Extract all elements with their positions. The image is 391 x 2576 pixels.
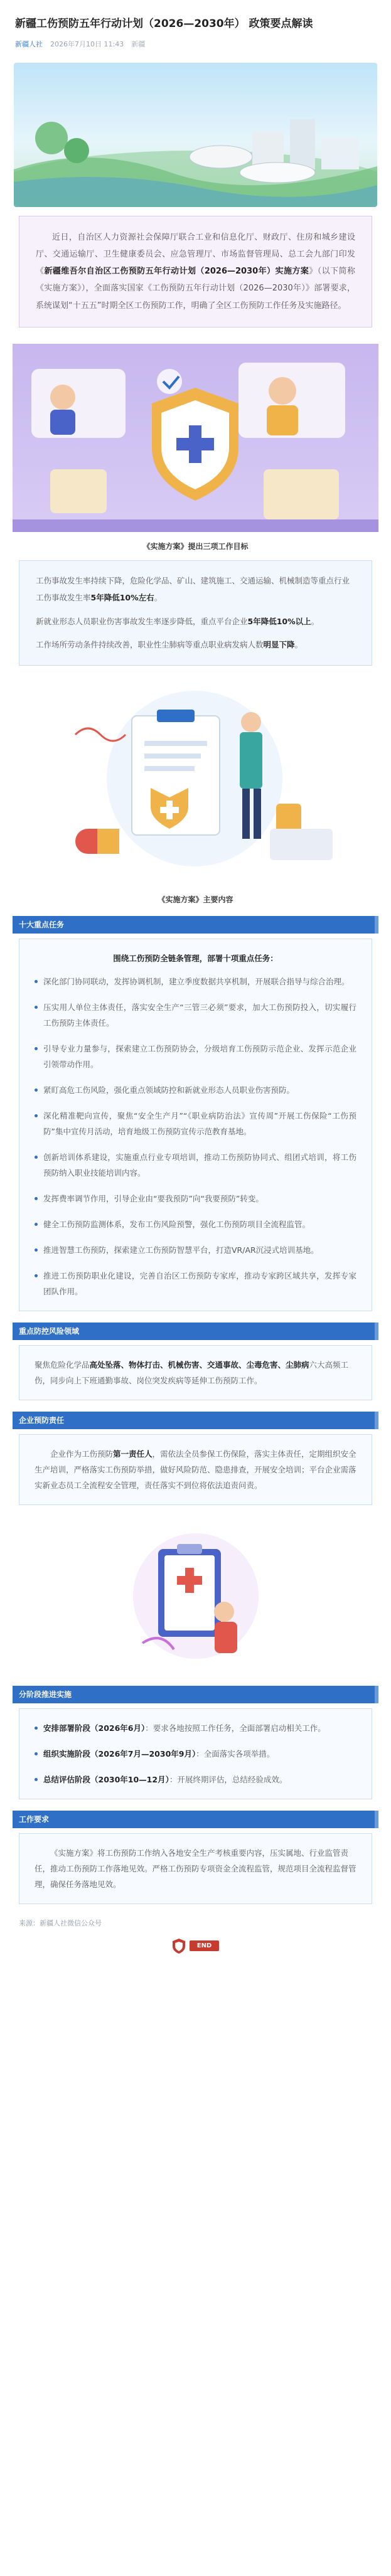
section-header-duty: 企业预防责任 [13, 1412, 378, 1429]
banner-image [14, 63, 377, 207]
plan-name: 新疆维吾尔自治区工伤预防五年行动计划（2026—2030年）实施方案 [44, 267, 309, 277]
section-header-tasks: 十大重点任务 [13, 916, 378, 934]
end-mark [158, 1938, 233, 1954]
clipboard-illustration [124, 1518, 268, 1674]
goal-item: 工伤事故发生率持续下降，危险化学品、矿山、建筑施工、交通运输、机械制造等重点行业工伤事故发生率5年降低10%左右。 [36, 575, 350, 603]
requirements-box [19, 1833, 372, 1904]
task-item: 创新培训体系建设，实施重点行业专项培训，推动工伤预防协同式、组团式培训，将工伤预防纳入职业技能培训内容。 [35, 1149, 356, 1181]
task-item: 健全工伤预防监测体系，发布工伤风险预警，强化工伤预防项目全流程监管。 [35, 1216, 356, 1232]
caption-contents: 《实施方案》主要内容 [158, 895, 233, 904]
task-item: 压实用人单位主体责任，落实安全生产“三管三必须”要求，加大工伤预防投入，切实履行工伤预防主体责任。 [35, 999, 356, 1031]
task-item: 引导专业力量参与，探索建立工伤预防协会，分级培育工伤预防示范企业、发挥示范企业引领带动作用。 [35, 1041, 356, 1072]
goals-box [19, 560, 372, 666]
goal-item: 工作场所劳动条件持续改善，职业性尘肺病等重点职业病发病人数明显下降。 [36, 640, 303, 650]
task-list [35, 974, 356, 1299]
task-item: 紧盯高危工伤风险，强化重点领域防控和新就业形态人员职业伤害预防。 [35, 1082, 356, 1098]
duty-text: 企业作为工伤预防第一责任人，需依法全员参保工伤保险，落实主体责任，定期组织安全生产培训，严格落实工伤预防举措，做好风险防范、隐患排查，开展安全培训；平台企业需落实新业态员工全流程安全管理，责任落实不到位将依法追责问责。 [35, 1449, 356, 1490]
tasks-subtitle: 围绕工伤预防全链条管理，部署十项重点任务： [113, 953, 278, 963]
duty-box [19, 1434, 372, 1505]
risk-text: 聚焦危险化学品高处坠落、物体打击、机械伤害、交通事故、尘毒危害、尘肺病六大高频工伤，同步向上下班通勤事故、岗位突发疾病等延伸工伤预防工作。 [35, 1360, 349, 1385]
risk-box [19, 1345, 372, 1400]
illustration-doctor [38, 678, 353, 885]
publish-location: 新疆 [131, 40, 146, 48]
article-header [0, 0, 391, 58]
city-illustration [14, 63, 377, 207]
article-meta [15, 39, 376, 49]
phase-item: 组织实施阶段（2026年7月—2030年9月）：全面落实各项举措。 [35, 1746, 356, 1762]
tasks-box [19, 939, 372, 1311]
illustration-shield [13, 344, 378, 532]
shield-icon [172, 1938, 186, 1954]
section-header-phases: 分阶段推进实施 [13, 1686, 378, 1703]
medical-illustration [38, 678, 353, 885]
shield-illustration [13, 344, 378, 532]
task-item: 发挥费率调节作用，引导企业由“要我预防”向“我要预防”转变。 [35, 1191, 356, 1206]
task-item: 深化精准靶向宣传，聚焦“安全生产月”“《职业病防治法》宣传周”开展工伤保险“工伤预防”集中宣传月活动，培育地级工伤预防宣传示范教育基地。 [35, 1108, 356, 1139]
end-label: END [190, 1940, 220, 1951]
article-title: 新疆工伤预防五年行动计划（2026—2030年） 政策要点解读 [15, 18, 313, 30]
publish-date: 2026年7月10日 11:43 [50, 40, 124, 48]
section-header-requirements: 工作要求 [13, 1811, 378, 1828]
goal-item: 新就业形态人员职业伤害事故发生率逐步降低，重点平台企业5年降低10%以上。 [36, 616, 319, 626]
phases-box [19, 1708, 372, 1799]
phase-item: 安排部署阶段（2026年6月）：要求各地按照工作任务，全面部署启动相关工作。 [35, 1720, 356, 1736]
task-item: 推进智慧工伤预防，探索建立工伤预防智慧平台，打造VR/AR沉浸式培训基地。 [35, 1242, 356, 1258]
illustration-clipboard [124, 1518, 268, 1674]
phase-item: 总结评估阶段（2030年10—12月）：开展终期评估，总结经验成效。 [35, 1772, 356, 1787]
account-name-link[interactable]: 新疆人社 [15, 40, 43, 48]
task-item: 推进工伤预防职业化建设，完善自治区工伤预防专家库，推动专家跨区域共享，发挥专家团队作用。 [35, 1268, 356, 1299]
task-item: 深化部门协同联动，发挥协调机制，建立季度数据共享机制，开展联合指导与综合治理。 [35, 974, 356, 989]
section-header-risk: 重点防控风险领域 [13, 1323, 378, 1340]
caption-goals: 《实施方案》提出三项工作目标 [142, 541, 249, 551]
intro-box [19, 216, 372, 327]
intro-paragraph: 近日，自治区人力资源社会保障厅联合工业和信息化厅、财政厅、住房和城乡建设厅、交通运输厅、卫生健康委员会、应急管理厅、市场监督管理局、总工会九部门印发《新疆维吾尔自治区工伤预防五年行动计划（2026—2030年）实施方案》（以下简称《实施方案》），全面落实国家《工伤预防五年行动计划（2026—2030年）》部署要求，系统谋划“十五五”时期全区工伤预防工作，明确了全区工伤预防工作任务及实施路径。 [36, 232, 355, 311]
source-note: 来源：新疆人社微信公众号 [19, 1919, 102, 1927]
phase-list [35, 1720, 356, 1787]
requirements-text: 《实施方案》将工伤预防工作纳入各地安全生产考核重要内容，压实属地、行业监管责任，推动工伤预防工作落地见效。严格工伤预防专项资金全流程监管，规范项目全流程监督管理，确保任务落地见效。 [35, 1848, 356, 1889]
